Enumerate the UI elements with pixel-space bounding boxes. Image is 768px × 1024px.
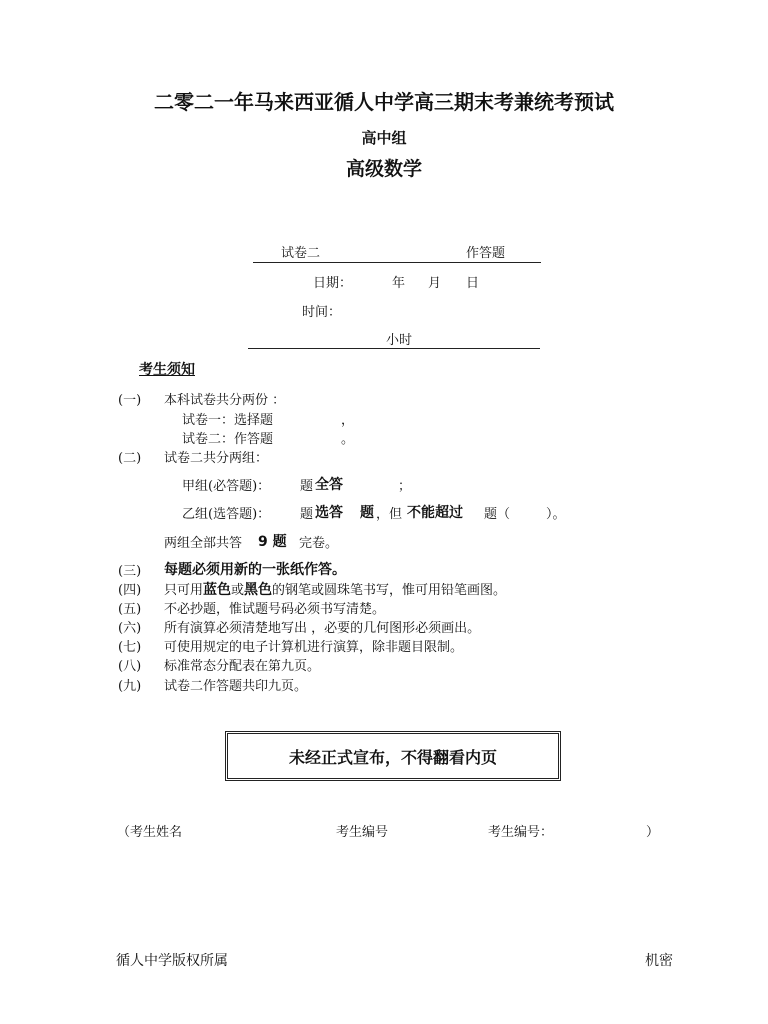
info-top-rule bbox=[253, 262, 541, 263]
item6-text: 所有演算必须清楚地写出 ，必要的几何图形必须画出。 bbox=[164, 621, 481, 636]
subject-title: 高级数学 bbox=[345, 158, 422, 180]
group-b-question: 题 bbox=[300, 507, 314, 522]
paper-type: 作答题 bbox=[466, 246, 506, 261]
item8-number: (八) bbox=[118, 659, 142, 674]
time-label: 时间： bbox=[302, 305, 342, 320]
item3-text: 每题必须用新的一张纸作答。 bbox=[164, 562, 346, 578]
group-b-choose: 选答 bbox=[315, 505, 343, 521]
item4-black: 黑色 bbox=[244, 582, 273, 598]
group-b-limit: 不能超过 bbox=[407, 505, 463, 521]
group-b-end: ）。 bbox=[546, 507, 566, 522]
item6-number: (六) bbox=[118, 621, 142, 636]
item4-number: (四) bbox=[118, 583, 142, 598]
group-b-but: ，但 bbox=[376, 507, 403, 522]
candidate-name-label: （考生姓名 bbox=[117, 825, 183, 840]
item9-text: 试卷二作答题共印九页。 bbox=[164, 679, 308, 694]
footer-copyright: 循人中学版权所属 bbox=[116, 953, 228, 969]
item1-text: 本科试卷共分两份 ： bbox=[164, 393, 286, 408]
group-a-label: 甲组(必答题)： bbox=[182, 479, 271, 494]
total-post: 完卷。 bbox=[299, 536, 339, 551]
info-bottom-rule bbox=[248, 348, 540, 349]
do-not-open-box bbox=[225, 731, 561, 781]
item1-paper2-end: 。 bbox=[341, 432, 355, 447]
item4-pre: 只可用 bbox=[164, 583, 204, 598]
group-a-end: ； bbox=[398, 479, 412, 494]
do-not-open-text: 未经正式宣布，不得翻看内页 bbox=[288, 747, 497, 767]
item7-number: (七) bbox=[118, 640, 142, 655]
time-hours: 小时 bbox=[386, 333, 413, 348]
date-year: 年 bbox=[392, 276, 406, 291]
paper-label: 试卷二 bbox=[281, 246, 321, 261]
item5-text: 不必抄题，惟试题号码必须书写清楚。 bbox=[164, 602, 386, 617]
candidate-close: ） bbox=[646, 825, 660, 840]
item2-text: 试卷二共分两组： bbox=[164, 451, 269, 466]
group-a-question: 题 bbox=[300, 479, 314, 494]
item9-number: (九) bbox=[118, 679, 142, 694]
date-month: 月 bbox=[428, 276, 442, 291]
group-label: 高中组 bbox=[361, 129, 407, 147]
total-pre: 两组全部共答 bbox=[164, 536, 243, 551]
item1-paper1-end: ， bbox=[341, 413, 355, 428]
total-count: 9 题 bbox=[258, 534, 287, 550]
item4-or: 或 bbox=[231, 583, 245, 598]
group-a-all: 全答 bbox=[315, 477, 343, 493]
candidate-number-label: 考生编号 bbox=[336, 825, 389, 840]
item4-post: 的钢笔或圆珠笔书写，惟可用铅笔画图。 bbox=[272, 583, 507, 598]
notice-heading: 考生须知 bbox=[139, 362, 195, 378]
item7-text: 可使用规定的电子计算机进行演算，除非题目限制。 bbox=[164, 640, 464, 655]
item1-paper1: 试卷一：选择题 bbox=[182, 413, 274, 428]
date-day: 日 bbox=[466, 276, 480, 291]
item1-number: (一) bbox=[118, 393, 142, 408]
item5-number: (五) bbox=[118, 602, 142, 617]
item4-text bbox=[164, 579, 506, 599]
item3-number: (三) bbox=[118, 564, 142, 579]
group-b-label: 乙组(选答题)： bbox=[182, 507, 271, 522]
date-label: 日期： bbox=[313, 276, 353, 291]
item8-text: 标准常态分配表在第九页。 bbox=[164, 659, 321, 674]
item4-blue: 蓝色 bbox=[203, 582, 232, 598]
candidate-number-label-2: 考生编号： bbox=[488, 825, 554, 840]
group-b-question2: 题 bbox=[360, 505, 374, 521]
document-title: 二零二一年马来西亚循人中学高三期末考兼统考预试 bbox=[154, 90, 614, 114]
item2-number: (二) bbox=[118, 451, 142, 466]
footer-confidential: 机密 bbox=[645, 953, 673, 969]
group-b-question3: 题（ bbox=[484, 507, 511, 522]
item1-paper2: 试卷二：作答题 bbox=[182, 432, 274, 447]
